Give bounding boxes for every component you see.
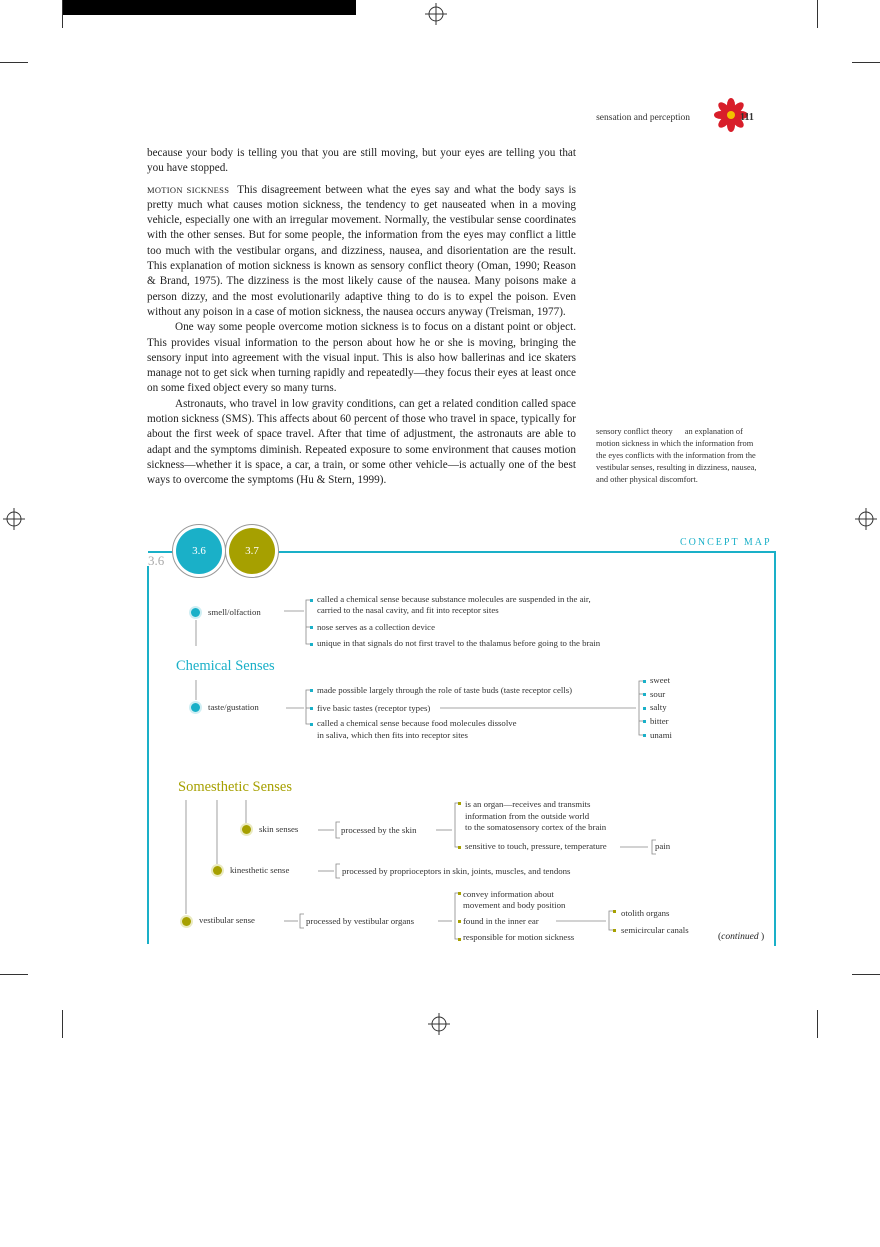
node-dot	[182, 917, 191, 926]
connector-dot	[613, 929, 616, 932]
connector-dot	[310, 599, 313, 602]
running-head: sensation and perception	[596, 113, 690, 123]
smell-item: nose serves as a collection device	[317, 622, 435, 632]
node-dot	[242, 825, 251, 834]
smell-label: smell/olfaction	[208, 607, 261, 617]
run-in-heading: MOTION SICKNESS	[147, 184, 230, 195]
connector-dot	[310, 689, 313, 692]
connector-dot	[310, 707, 313, 710]
skin-label: skin senses	[259, 824, 299, 834]
taste-label: taste/gustation	[208, 702, 259, 712]
vestibular-label: vestibular sense	[199, 915, 255, 925]
taste-item: called a chemical sense because food molecules dissolve	[317, 718, 517, 728]
taste-item: made possible largely through the role of taste buds (taste receptor cells)	[317, 685, 573, 695]
smell-item: called a chemical sense because substance molecules are suspended in the air,	[317, 594, 591, 604]
kinesthetic-label: kinesthetic sense	[230, 865, 290, 875]
concept-map-title: CONCEPT MAP	[680, 537, 772, 548]
skin-item: is an organ—receives and transmits	[465, 799, 591, 809]
skin-item: sensitive to touch, pressure, temperature	[465, 841, 607, 851]
connector-dot	[310, 643, 313, 646]
paragraph: because your body is telling you that you are still moving, but your eyes are telling you that you have stopped.	[147, 147, 576, 175]
page-number: 111	[740, 112, 754, 123]
connector-dot	[458, 802, 461, 805]
node-dot	[191, 608, 200, 617]
vestibular-organ: semicircular canals	[621, 925, 689, 935]
section-badge-3-7: 3.7	[229, 528, 275, 574]
paragraph: Astronauts, who travel in low gravity conditions, can get a related condition called space motion sickness (SMS). This affects about 60 percent of those who travel in space, typically for about the first week of space travel. After that time of adjustment, the astronauts are able to adapt and the symptoms diminish. Repeated exposure to some environment that causes motion sickness—whether it is space, a car, a train, or some other vehicle—is actually one of the best ways to overcome the symptoms (Hu & Stern, 1999).	[147, 397, 576, 487]
vestibular-processed: processed by vestibular organs	[306, 916, 415, 926]
kinesthetic-processed: processed by proprioceptors in skin, joints, muscles, and tendons	[342, 866, 571, 876]
connector-dot	[643, 707, 646, 710]
paragraph: One way some people overcome motion sickness is to focus on a distant point or object. This provides visual information to the person about how he or she is moving, bringing the sensory input into agreement with the visual input. This is also how ballerinas and ice skaters manage not to get sick when turning rapidly and repeatedly—they focus their eyes at least once on some fixed object every so many turns.	[147, 321, 576, 395]
connector-dot	[458, 892, 461, 895]
somesthetic-senses-heading: Somesthetic Senses	[178, 779, 292, 795]
taste-type: salty	[650, 702, 667, 712]
definition-term: sensory conflict theory	[596, 427, 673, 436]
vestibular-item: movement and body position	[463, 900, 566, 910]
connector-dot	[643, 680, 646, 683]
vestibular-item: convey information about	[463, 889, 554, 899]
taste-item: in saliva, which then fits into receptor sites	[317, 730, 468, 740]
vestibular-item: found in the inner ear	[463, 916, 539, 926]
skin-item: to the somatosensory cortex of the brain	[465, 822, 607, 832]
skin-item: information from the outside world	[465, 811, 590, 821]
smell-item: unique in that signals do not first travel to the thalamus before going to the brain	[317, 638, 601, 648]
taste-type: bitter	[650, 716, 669, 726]
connector-dot	[458, 938, 461, 941]
taste-type: sweet	[650, 675, 671, 685]
connector-dot	[310, 626, 313, 629]
connector-dot	[643, 693, 646, 696]
connector-dot	[458, 920, 461, 923]
connector-dot	[643, 734, 646, 737]
pain-label: pain	[655, 841, 671, 851]
definition-text: an explanation of motion sickness in which the information from the eyes conflicts with the information from the vestibular senses, resulting in dizziness, nausea, and other physical discomfort.	[596, 427, 757, 484]
taste-item: five basic tastes (receptor types)	[317, 703, 431, 713]
taste-type: unami	[650, 730, 672, 740]
vestibular-item: responsible for motion sickness	[463, 932, 575, 942]
connector-dot	[310, 723, 313, 726]
chemical-senses-heading: Chemical Senses	[176, 658, 275, 674]
continued-text: continued	[721, 932, 759, 942]
skin-processed: processed by the skin	[341, 825, 417, 835]
taste-type: sour	[650, 689, 666, 699]
node-dot	[191, 703, 200, 712]
connector-dot	[458, 846, 461, 849]
connector-dot	[613, 910, 616, 913]
connector-dot	[643, 720, 646, 723]
vestibular-organ: otolith organs	[621, 908, 670, 918]
smell-item: carried to the nasal cavity, and fit into receptor sites	[317, 605, 499, 615]
continued-label: (continued )	[718, 932, 765, 942]
section-number: 3.6	[148, 553, 165, 568]
paragraph-text: This disagreement between what the eyes say and what the body says is pretty much what causes motion sickness, the tendency to get nauseated when in a moving vehicle, especially one with an irregular movement. Normally, the vestibular sense coordinates with the other senses. But for some people, the information from the eyes may conflict a little too much with the vestibular organs, and dizziness, nausea, and disorientation are the result. This explanation of motion sickness is known as sensory conflict theory (Oman, 1990; Reason & Brand, 1975). The dizziness is the most likely cause of the nausea. Many poisons make a person dizzy, and the most evolutionarily adaptive thing to do is to expel the poison. Even without any poison in a case of motion sickness, the nausea occurs anyway (Treisman, 1977).	[147, 183, 576, 318]
section-badge-3-6: 3.6	[176, 528, 222, 574]
node-dot	[213, 866, 222, 875]
